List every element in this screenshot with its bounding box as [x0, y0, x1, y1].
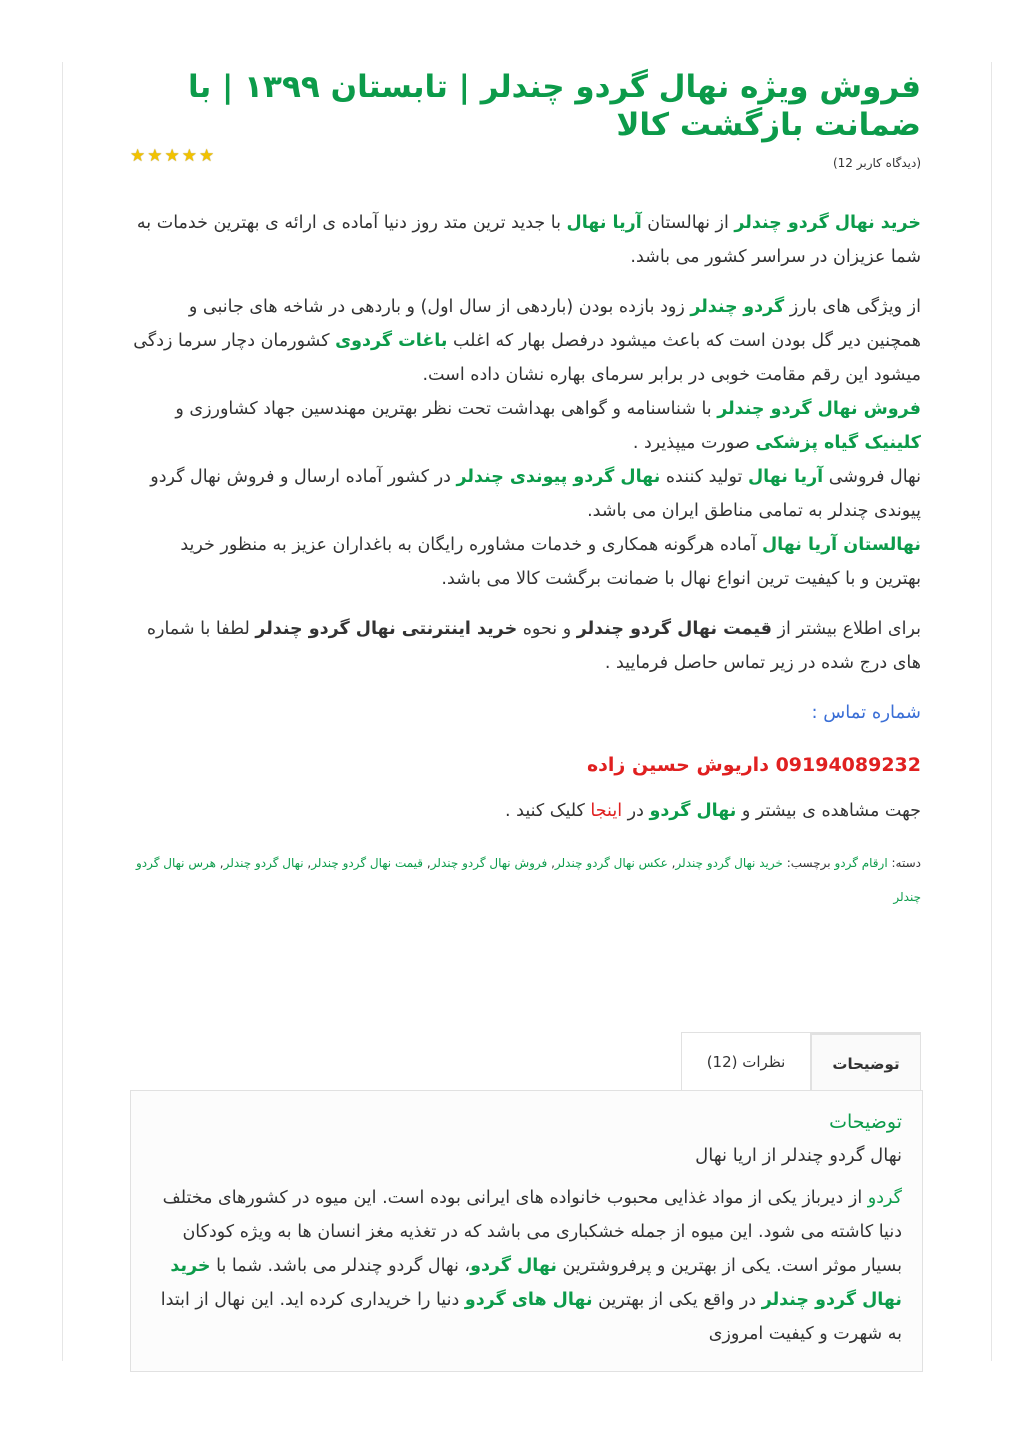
- tag-link[interactable]: خرید نهال گردو چندلر: [675, 856, 783, 870]
- link-walnut-panel[interactable]: گردو: [867, 1188, 902, 1208]
- tag-link[interactable]: عکس نهال گردو چندلر: [554, 856, 668, 870]
- star-icon: ★: [164, 146, 180, 166]
- link-walnut-seedling[interactable]: نهال گردو: [649, 801, 737, 821]
- link-here[interactable]: اینجا: [590, 801, 623, 821]
- star-icon: ★: [199, 146, 215, 166]
- link-walnut-seedlings-panel[interactable]: نهال های گردو: [464, 1290, 593, 1310]
- tag-link[interactable]: نهال گردو چندلر: [223, 856, 304, 870]
- link-arya-nahal[interactable]: آریا نهال: [566, 213, 642, 233]
- star-icon: ★: [130, 146, 146, 166]
- producer-paragraph: نهال فروشی آریا نهال تولید کننده نهال گردو پیوندی چندلر در کشور آماده ارسال و فروش نهال گردو پیوندی چندلر به تمامی مناطق ایران می باشد.: [150, 467, 921, 521]
- category-link[interactable]: ارقام گردو: [834, 856, 888, 870]
- tag-link[interactable]: هرس نهال گردو چندلر: [135, 856, 921, 904]
- tab-description[interactable]: توضیحات: [811, 1032, 921, 1093]
- tag-link[interactable]: فروش نهال گردو چندلر: [430, 856, 548, 870]
- tag-link[interactable]: قیمت نهال گردو چندلر: [311, 856, 424, 870]
- product-title: فروش ویژه نهال گردو چندلر | تابستان ۱۳۹۹ | با ضمانت بازگشت کالا: [187, 69, 921, 143]
- tab-panel-description: [130, 1090, 923, 1372]
- star-icon: ★: [147, 146, 163, 166]
- link-sell-chandler[interactable]: فروش نهال گردو چندلر: [717, 399, 921, 419]
- panel-heading: توضیحات: [829, 1111, 902, 1133]
- certificate-paragraph: فروش نهال گردو چندلر با شناسنامه و گواهی بهداشت تحت نظر بهترین مهندسین جهاد کشاورزی و کلینیک گیاه پزشکی صورت میپذیرد .: [175, 399, 921, 453]
- phone-number[interactable]: 09194089232 داریوش حسین زاده: [586, 754, 921, 776]
- link-buy-chandler-panel[interactable]: خرید نهال گردو چندلر: [170, 1256, 902, 1310]
- link-walnut[interactable]: گردو: [743, 297, 785, 317]
- rating-row: [130, 146, 921, 176]
- link-plant-clinic[interactable]: کلینیک گیاه پزشکی: [755, 433, 921, 453]
- link-arya-nahal-2[interactable]: آریا نهال: [747, 467, 824, 487]
- star-icon: ★: [181, 146, 197, 166]
- tab-reviews[interactable]: نظرات (12): [681, 1032, 811, 1091]
- product-meta: دسته: ارقام گردو برچسب: خرید نهال گردو چندلر, عکس نهال گردو چندلر, فروش نهال گردو چندلر, قیمت نهال گردو چندلر, نهال گردو چندلر, هرس نهال گردو چندلر: [135, 856, 921, 904]
- link-walnut-seedling-panel[interactable]: نهال گردو: [470, 1256, 557, 1276]
- link-grafted-chandler[interactable]: نهال گردو پیوندی چندلر: [456, 467, 661, 487]
- product-tabs: [130, 1032, 921, 1090]
- consulting-paragraph: نهالستان آریا نهال آماده هرگونه همکاری و خدمات مشاوره رایگان به باغداران عزیز به منظور خرید بهترین و با کیفیت ترین انواع نهال با ضمانت برگشت کالا می باشد.: [180, 535, 921, 589]
- star-rating[interactable]: [130, 146, 216, 166]
- contact-label: شماره تماس :: [811, 702, 921, 723]
- link-arya-nursery[interactable]: نهالستان آریا نهال: [761, 535, 921, 555]
- intro-paragraph: خرید نهال گردو چندلر از نهالستان آریا نهال با جدید ترین متد روز دنیا آماده ی ارائه ی بهترین خدمات به شما عزیزان در سراسر کشور می باشد.: [136, 213, 921, 267]
- link-buy-chandler[interactable]: خرید نهال گردو چندلر: [734, 213, 921, 233]
- panel-paragraph: گردو از دیرباز یکی از مواد غذایی محبوب خانواده های ایرانی بوده است. این میوه در کشورهای مختلف دنیا کاشته می شود. این میوه از جمله خشکباری می باشد که در تغذیه مغز انسان ها به ویژه کودکان بسیار موثر است. یکی از بهترین و پرفروشترین نهال گردو، نهال گردو چندلر می باشد. شما با خرید نهال گردو چندلر در واقع یکی از بهترین نهال های گردو دنیا را خریداری کرده اید. این نهال از ابتدا به شهرت و کیفیت امروزی: [160, 1188, 902, 1344]
- panel-subheading: نهال گردو چندلر از اریا نهال: [695, 1145, 902, 1166]
- product-content: [130, 62, 921, 914]
- link-walnut-orchards[interactable]: باغات گردوی: [335, 331, 448, 351]
- review-count-link[interactable]: (دیدگاه کاربر 12): [832, 156, 921, 170]
- more-paragraph: جهت مشاهده ی بیشتر و نهال گردو در اینجا کلیک کنید .: [505, 801, 921, 821]
- link-chandler[interactable]: چندلر: [690, 297, 738, 317]
- price-paragraph: برای اطلاع بیشتر از قیمت نهال گردو چندلر و نحوه خرید اینترنتی نهال گردو چندلر لطفا با شماره های درج شده در زیر تماس حاصل فرمایید .: [146, 619, 921, 673]
- features-paragraph: از ویژگی های بارز گردو چندلر زود بازده بودن (باردهی از سال اول) و باردهی در شاخه های جانبی و همچنین دیر گل بودن است که باعث میشود درفصل بهار که اغلب باغات گردوی کشورمان دچار سرما زدگی میشود این رقم مقامت خوبی در برابر سرمای بهاره نشان داده است.: [133, 297, 921, 385]
